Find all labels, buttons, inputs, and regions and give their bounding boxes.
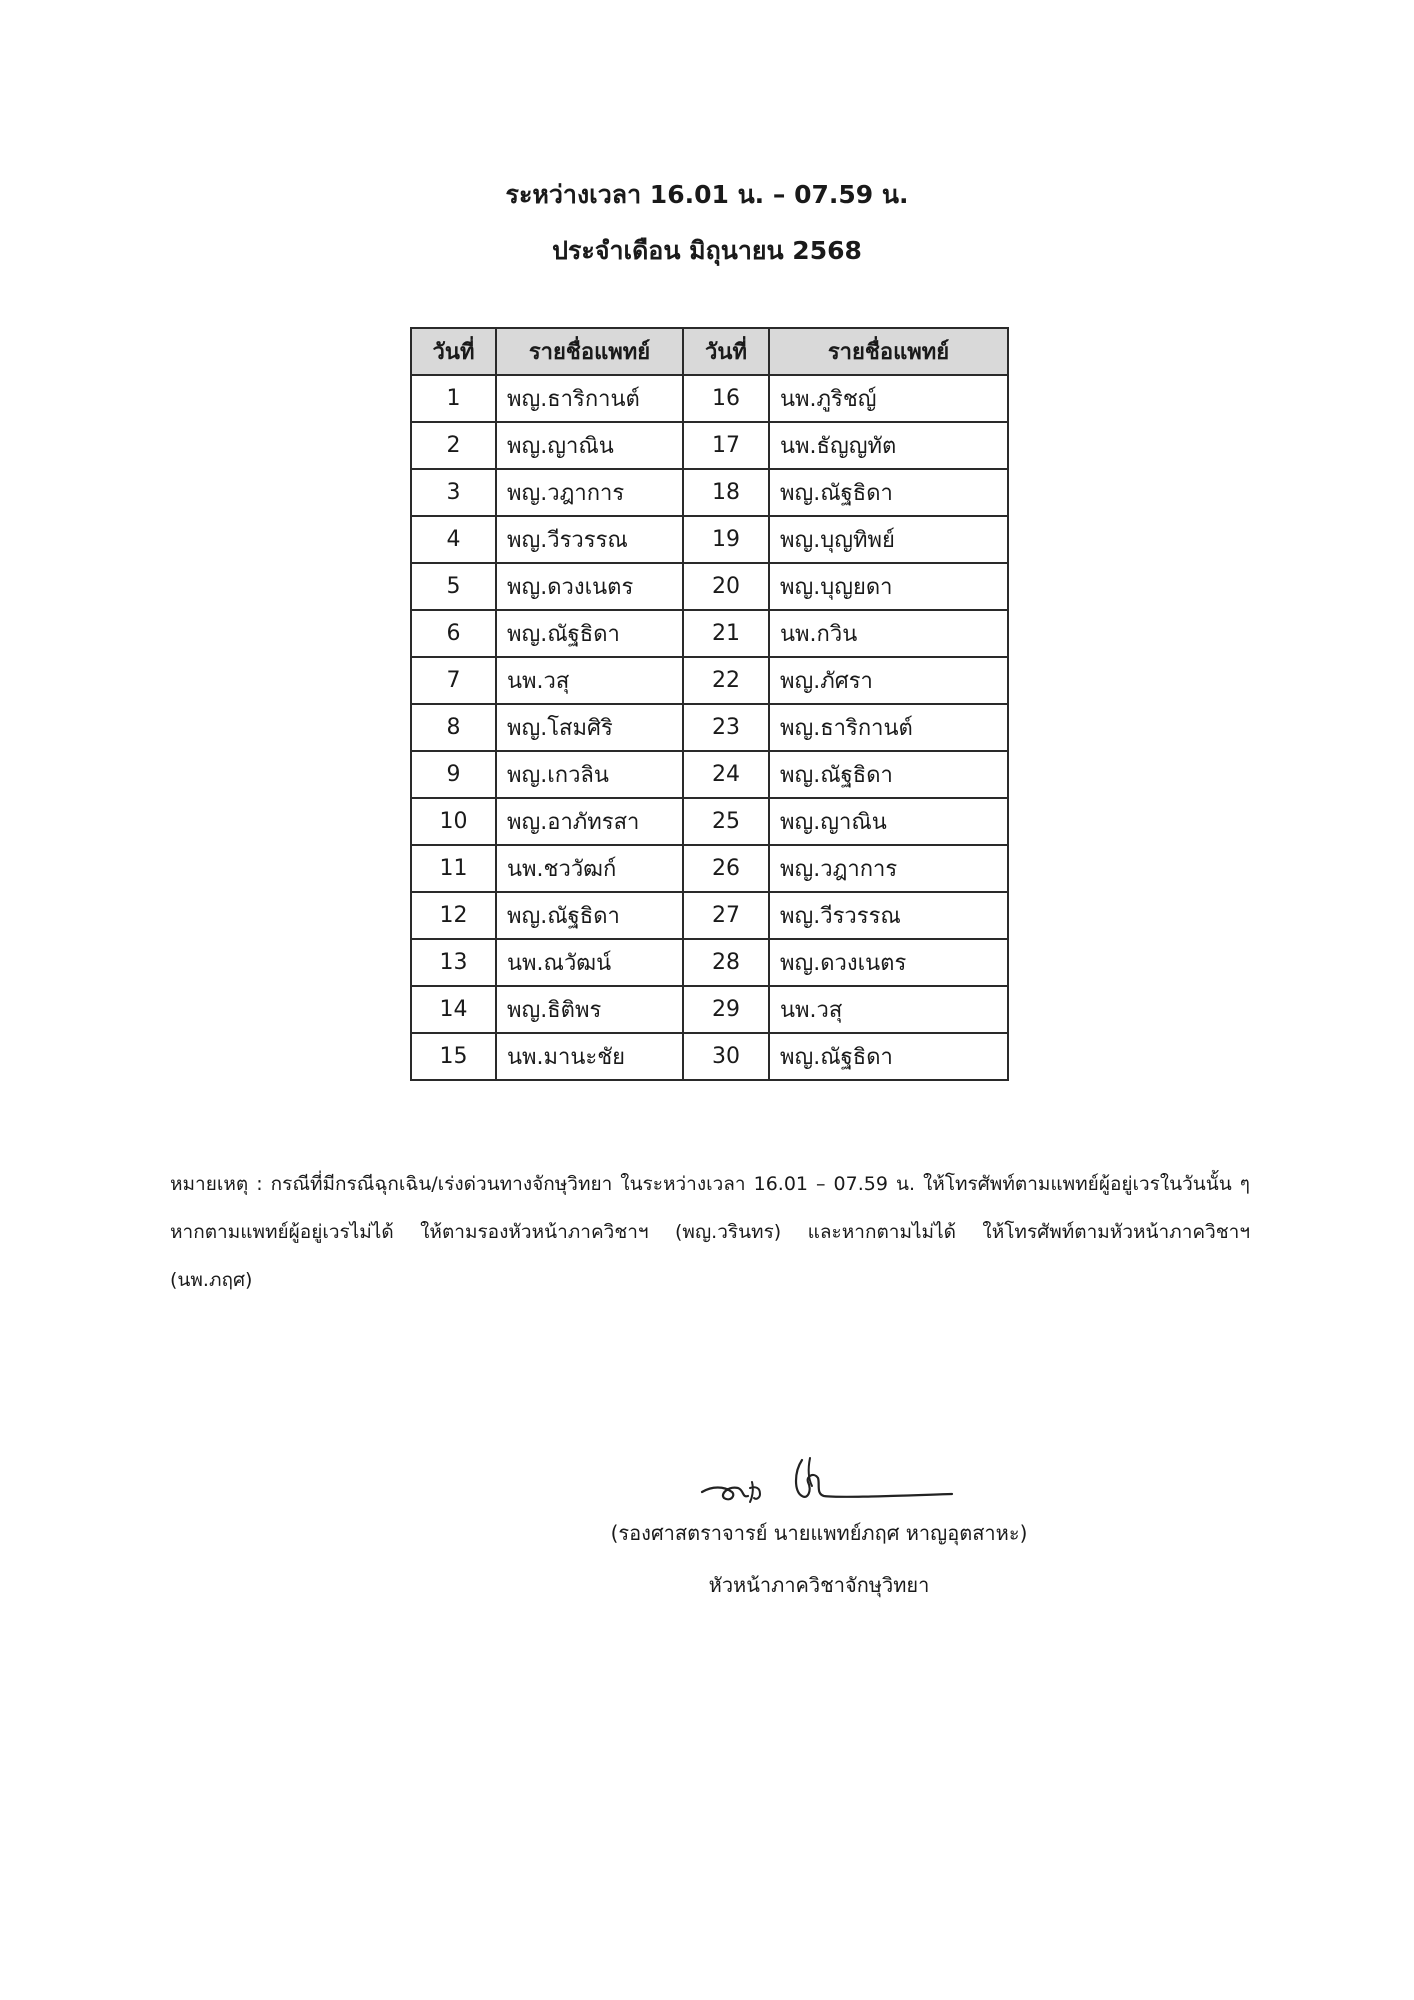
table-row [411,986,1008,1033]
schedule-month: ประจำเดือน มิถุนายน 2568 [552,236,862,265]
cell-doctor: พญ.ภัศรา [769,657,1008,704]
cell-doctor: พญ.วีรวรรณ [769,892,1008,939]
cell-doctor: พญ.ณัฐธิดา [769,751,1008,798]
cell-day: 9 [411,751,496,798]
cell-doctor: พญ.ณัฐธิดา [496,610,683,657]
cell-doctor: พญ.เกวลิน [496,751,683,798]
cell-doctor: พญ.บุญยดา [769,563,1008,610]
handwritten-signature [690,1452,960,1510]
cell-day: 1 [411,375,496,422]
table-row [411,751,1008,798]
cell-doctor: พญ.ธิติพร [496,986,683,1033]
cell-day: 28 [683,939,769,986]
cell-doctor: พญ.ธาริกานต์ [769,704,1008,751]
cell-day: 7 [411,657,496,704]
cell-doctor: พญ.อาภัทรสา [496,798,683,845]
table-row [411,939,1008,986]
cell-doctor: พญ.ธาริกานต์ [496,375,683,422]
cell-doctor: พญ.ญาณิน [496,422,683,469]
cell-day: 20 [683,563,769,610]
cell-doctor: นพ.ภูริชญ์ [769,375,1008,422]
cell-day: 16 [683,375,769,422]
table-row [411,610,1008,657]
cell-doctor: พญ.โสมศิริ [496,704,683,751]
table-row [411,422,1008,469]
cell-day: 11 [411,845,496,892]
cell-doctor: นพ.ชววัฒก์ [496,845,683,892]
cell-doctor: นพ.ณวัฒน์ [496,939,683,986]
cell-doctor: พญ.ดวงเนตร [769,939,1008,986]
cell-day: 4 [411,516,496,563]
cell-day: 29 [683,986,769,1033]
table-row [411,1033,1008,1080]
cell-doctor: พญ.วฎาการ [769,845,1008,892]
table-row [411,375,1008,422]
cell-day: 23 [683,704,769,751]
header-doctor-1: รายชื่อแพทย์ [496,328,683,375]
table-row [411,798,1008,845]
cell-day: 25 [683,798,769,845]
cell-day: 22 [683,657,769,704]
cell-day: 2 [411,422,496,469]
table-row [411,563,1008,610]
header-doctor-2: รายชื่อแพทย์ [769,328,1008,375]
cell-day: 8 [411,704,496,751]
cell-day: 14 [411,986,496,1033]
cell-day: 15 [411,1033,496,1080]
cell-doctor: พญ.บุญทิพย์ [769,516,1008,563]
cell-day: 19 [683,516,769,563]
remark-note [170,1160,1250,1304]
cell-doctor: นพ.วสุ [496,657,683,704]
remark-text: กรณีที่มีกรณีฉุกเฉิน/เร่งด่วนทางจักษุวิทยา ในระหว่างเวลา 16.01 – 07.59 น. ให้โทรศัพท์ตามแพทย์ผู้อยู่เวรในวันนั้น ๆ หากตามแพทย์ผู้อยู่เวรไม่ได้ ให้ตามรองหัวหน้าภาควิชาฯ (พญ.วรินทร) และหากตามไม่ได้ ให้โทรศัพท์ตามหัวหน้าภาควิชาฯ (นพ.ภฤศ) [170,1173,1250,1291]
cell-doctor: พญ.วฎาการ [496,469,683,516]
cell-doctor: พญ.วีรวรรณ [496,516,683,563]
cell-day: 26 [683,845,769,892]
cell-doctor: นพ.ธัญญทัต [769,422,1008,469]
table-row [411,516,1008,563]
cell-day: 30 [683,1033,769,1080]
cell-day: 27 [683,892,769,939]
cell-day: 24 [683,751,769,798]
cell-day: 21 [683,610,769,657]
signatory-position: หัวหน้าภาควิชาจักษุวิทยา [708,1573,930,1597]
table-header-row [411,328,1008,375]
cell-doctor: นพ.วสุ [769,986,1008,1033]
schedule-time-range: ระหว่างเวลา 16.01 น. – 07.59 น. [505,180,909,209]
cell-doctor: พญ.ญาณิน [769,798,1008,845]
table-row [411,657,1008,704]
table-row [411,845,1008,892]
cell-doctor: นพ.กวิน [769,610,1008,657]
signatory-name: (รองศาสตราจารย์ นายแพทย์ภฤศ หาญอุตสาหะ) [610,1521,1028,1545]
table-row [411,704,1008,751]
cell-doctor: พญ.ณัฐธิดา [769,469,1008,516]
header-day-2: วันที่ [683,328,769,375]
duty-roster-table [410,327,1009,1081]
cell-day: 5 [411,563,496,610]
cell-doctor: พญ.ณัฐธิดา [769,1033,1008,1080]
cell-doctor: พญ.ณัฐธิดา [496,892,683,939]
cell-day: 17 [683,422,769,469]
cell-doctor: นพ.มานะชัย [496,1033,683,1080]
cell-doctor: พญ.ดวงเนตร [496,563,683,610]
cell-day: 10 [411,798,496,845]
table-row [411,469,1008,516]
remark-label: หมายเหตุ : [170,1173,263,1195]
cell-day: 6 [411,610,496,657]
cell-day: 3 [411,469,496,516]
table-body [411,375,1008,1080]
table-row [411,892,1008,939]
cell-day: 18 [683,469,769,516]
cell-day: 12 [411,892,496,939]
header-day-1: วันที่ [411,328,496,375]
cell-day: 13 [411,939,496,986]
